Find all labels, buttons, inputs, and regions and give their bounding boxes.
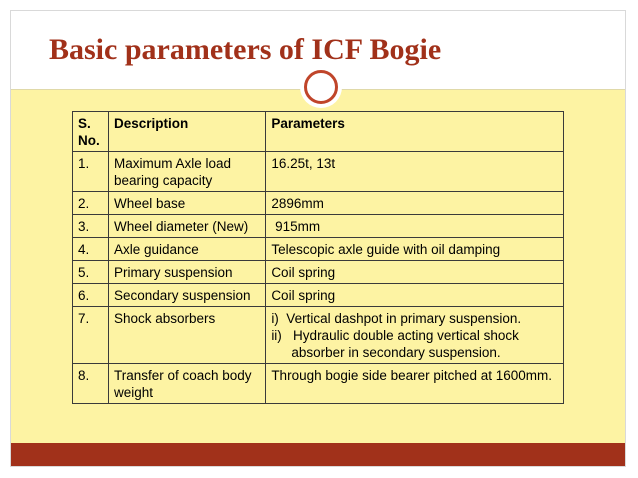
parameter-line: ii) Hydraulic double acting vertical shock <box>271 328 519 343</box>
row-sno: 5. <box>73 261 109 284</box>
parameter-line: 915mm <box>271 219 321 234</box>
table-row <box>73 152 564 192</box>
row-sno: 7. <box>73 307 109 364</box>
row-description: Maximum Axle load bearing capacity <box>108 152 265 192</box>
row-parameters <box>266 238 564 261</box>
row-description: Wheel base <box>108 192 265 215</box>
parameter-line: Coil spring <box>271 265 336 280</box>
row-description: Transfer of coach body weight <box>108 364 265 404</box>
row-description: Axle guidance <box>108 238 265 261</box>
footer-band <box>11 443 625 466</box>
row-description: Wheel diameter (New) <box>108 215 265 238</box>
row-parameters <box>266 215 564 238</box>
parameter-line: i) Vertical dashpot in primary suspension. <box>271 311 522 326</box>
parameters-table <box>72 111 564 404</box>
circle-ornament-icon <box>304 70 338 104</box>
table-row <box>73 284 564 307</box>
row-parameters <box>266 307 564 364</box>
parameter-line: 16.25t, 13t <box>271 156 336 171</box>
row-sno: 8. <box>73 364 109 404</box>
slide <box>10 10 626 467</box>
table-row <box>73 215 564 238</box>
parameter-line: Coil spring <box>271 288 336 303</box>
row-parameters <box>266 364 564 404</box>
row-parameters <box>266 284 564 307</box>
table-header-row <box>73 112 564 152</box>
table-row <box>73 307 564 364</box>
row-sno: 4. <box>73 238 109 261</box>
row-parameters <box>266 261 564 284</box>
parameter-line: 2896mm <box>271 196 324 211</box>
header-parameters: Parameters <box>266 112 564 152</box>
table-row <box>73 364 564 404</box>
row-sno: 3. <box>73 215 109 238</box>
row-sno: 6. <box>73 284 109 307</box>
row-description: Primary suspension <box>108 261 265 284</box>
parameter-line: Through bogie side bearer pitched at 1600mm. <box>271 368 552 383</box>
row-parameters <box>266 152 564 192</box>
table-row <box>73 238 564 261</box>
row-description: Secondary suspension <box>108 284 265 307</box>
row-sno: 1. <box>73 152 109 192</box>
header-description: Description <box>108 112 265 152</box>
header-sno: S. No. <box>73 112 109 152</box>
row-description: Shock absorbers <box>108 307 265 364</box>
row-parameters <box>266 192 564 215</box>
parameter-line: Telescopic axle guide with oil damping <box>271 242 501 257</box>
table-row <box>73 192 564 215</box>
table-row <box>73 261 564 284</box>
parameter-line: absorber in secondary suspension. <box>291 345 501 360</box>
row-sno: 2. <box>73 192 109 215</box>
slide-title: Basic parameters of ICF Bogie <box>49 33 442 66</box>
